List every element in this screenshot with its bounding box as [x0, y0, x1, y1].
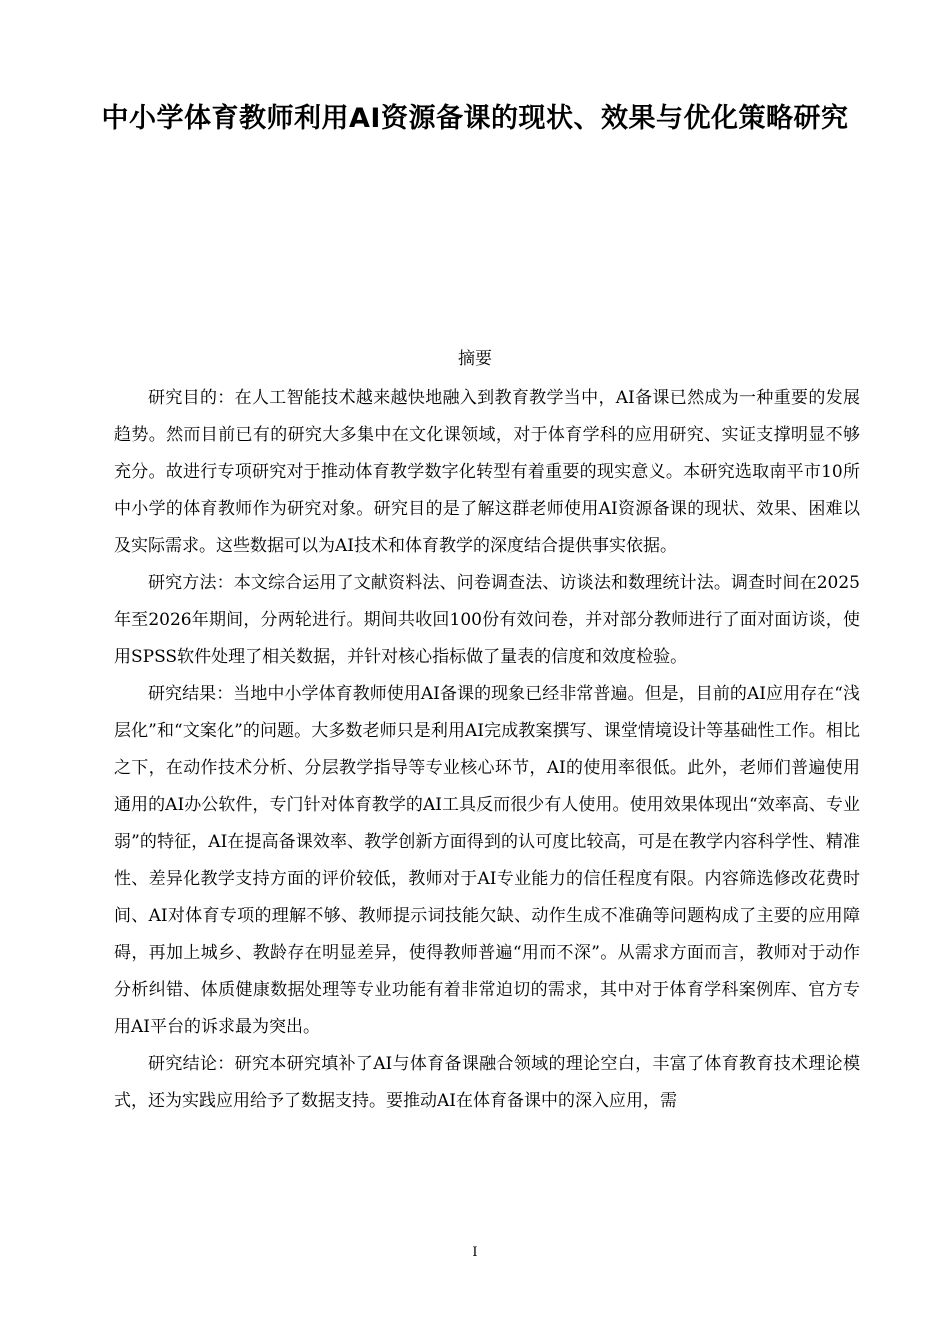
abstract-paragraph-conclusion: 研究结论：研究本研究填补了AI与体育备课融合领域的理论空白，丰富了体育教育技术理论模式，还为实践应用给予了数据支持。要推动AI在体育备课中的深入应用，需 — [114, 1054, 860, 1111]
abstract-paragraph-results: 研究结果：当地中小学体育教师使用AI备课的现象已经非常普遍。但是，目前的AI应用存在“浅层化”和“文案化”的问题。大多数老师只是利用AI完成教案撰写、课堂情境设计等基础性工作。相比之下，在动作技术分析、分层教学指导等专业核心环节，AI的使用率很低。此外，老师们普遍使用通用的AI办公软件，专门针对体育教学的AI工具反而很少有人使用。使用效果体现出“效率高、专业弱”的特征，AI在提高备课效率、教学创新方面得到的认可度比较高，可是在教学内容科学性、精准性、差异化教学支持方面的评价较低，教师对于AI专业能力的信任程度有限。内容筛选修改花费时间、AI对体育专项的理解不够、教师提示词技能欠缺、动作生成不准确等问题构成了主要的应用障碍，再加上城乡、教龄存在明显差异，使得教师普遍“用而不深”。从需求方面而言，教师对于动作分析纠错、体质健康数据处理等专业功能有着非常迫切的需求，其中对于体育学科案例库、官方专用AI平台的诉求最为突出。 — [114, 684, 860, 1037]
abstract-paragraph-purpose: 研究目的：在人工智能技术越来越快地融入到教育教学当中，AI备课已然成为一种重要的发展趋势。然而目前已有的研究大多集中在文化课领域，对于体育学科的应用研究、实证支撑明显不够充分。故进行专项研究对于推动体育教学数字化转型有着重要的现实意义。本研究选取南平市10所中小学的体育教师作为研究对象。研究目的是了解这群老师使用AI资源备课的现状、效果、困难以及实际需求。这些数据可以为AI技术和体育教学的深度结合提供事实依据。 — [114, 388, 860, 556]
paper-title: 中小学体育教师利用AI资源备课的现状、效果与优化策略研究 — [101, 103, 849, 134]
abstract-heading: 摘要 — [458, 349, 492, 369]
page-number: I — [472, 1245, 478, 1260]
abstract-paragraph-methods: 研究方法：本文综合运用了文献资料法、问卷调查法、访谈法和数理统计法。调查时间在2025年至2026年期间，分两轮进行。期间共收回100份有效问卷，并对部分教师进行了面对面访谈，使用SPSS软件处理了相关数据，并针对核心指标做了量表的信度和效度检验。 — [114, 573, 860, 667]
abstract-body — [114, 380, 860, 1120]
